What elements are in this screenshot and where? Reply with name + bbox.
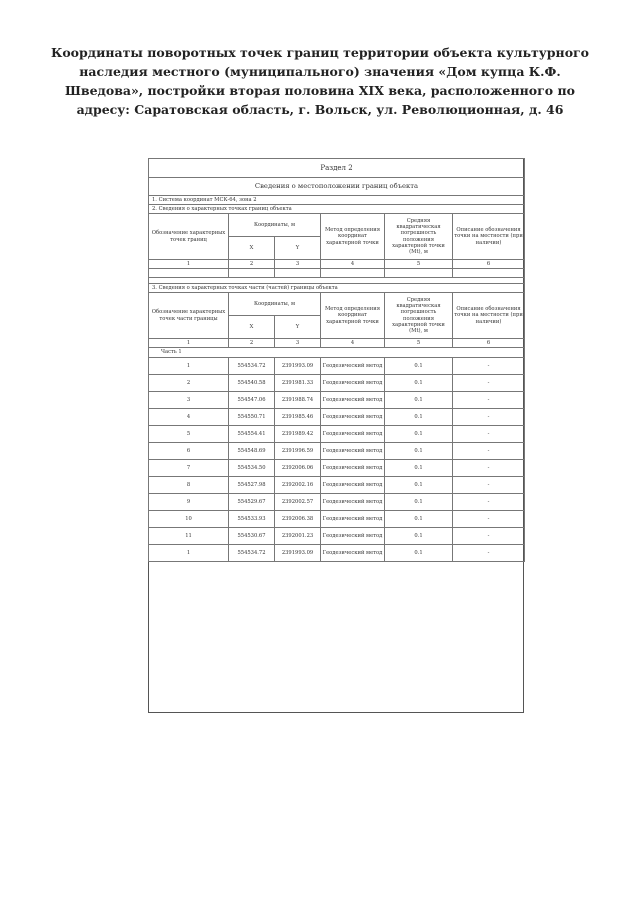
- description-cell: -: [453, 494, 525, 511]
- table-row: [149, 460, 525, 477]
- empty-cell: [385, 269, 453, 278]
- part3-title: 3. Сведения о характерных точках части (частей) границы объекта: [149, 284, 525, 293]
- section-title: Раздел 2: [149, 159, 525, 178]
- header-x: X: [229, 237, 275, 260]
- coord-x: 554548.69: [229, 443, 275, 460]
- description-cell: -: [453, 358, 525, 375]
- coord-x: 554529.67: [229, 494, 275, 511]
- description-cell: -: [453, 545, 525, 562]
- point-number: 6: [149, 443, 229, 460]
- col-number: 4: [321, 260, 385, 269]
- coord-y: 2391993.09: [275, 545, 321, 562]
- table-row: [149, 392, 525, 409]
- error-cell: 0.1: [385, 426, 453, 443]
- section-table: [148, 158, 525, 562]
- point-number: 9: [149, 494, 229, 511]
- point-number: 1: [149, 358, 229, 375]
- point-number: 11: [149, 528, 229, 545]
- header-coords: Координаты, м: [229, 214, 321, 237]
- header-designation: Обозначение характерных точек границ: [149, 214, 229, 260]
- method-cell: Геодезический метод: [321, 545, 385, 562]
- point-number: 2: [149, 375, 229, 392]
- table-row: [149, 494, 525, 511]
- col-number: 1: [149, 260, 229, 269]
- method-cell: Геодезический метод: [321, 494, 385, 511]
- table-row: [149, 545, 525, 562]
- header-method: Метод определения координат характерной точки: [321, 214, 385, 260]
- header-description: Описание обозначения точки на местности (при наличии): [453, 293, 525, 339]
- heading-line-3: Шведова», постройки вторая половина XIX века, расположенного по: [65, 83, 575, 98]
- method-cell: Геодезический метод: [321, 409, 385, 426]
- method-cell: Геодезический метод: [321, 460, 385, 477]
- col-number: 6: [453, 260, 525, 269]
- coord-y: 2392006.38: [275, 511, 321, 528]
- point-number: 3: [149, 392, 229, 409]
- error-cell: 0.1: [385, 392, 453, 409]
- empty-cell: [321, 269, 385, 278]
- header-coords: Координаты, м: [229, 293, 321, 316]
- coord-system-line: 1. Система координат МСК-64, зона 2: [149, 196, 525, 205]
- col-number: 5: [385, 339, 453, 348]
- description-cell: -: [453, 409, 525, 426]
- error-cell: 0.1: [385, 375, 453, 392]
- header-y: Y: [275, 237, 321, 260]
- table-row: [149, 443, 525, 460]
- method-cell: Геодезический метод: [321, 528, 385, 545]
- method-cell: Геодезический метод: [321, 443, 385, 460]
- col-number: 2: [229, 260, 275, 269]
- coord-y: 2392002.16: [275, 477, 321, 494]
- header-error: Средняя квадратическая погрешность положения характерной точки (Mt), м: [385, 214, 453, 260]
- header-description: Описание обозначения точки на местности (при наличии): [453, 214, 525, 260]
- coord-x: 554550.71: [229, 409, 275, 426]
- coord-x: 554527.98: [229, 477, 275, 494]
- method-cell: Геодезический метод: [321, 511, 385, 528]
- coord-x: 554554.41: [229, 426, 275, 443]
- col-number: 5: [385, 260, 453, 269]
- error-cell: 0.1: [385, 528, 453, 545]
- coord-y: 2391981.33: [275, 375, 321, 392]
- coord-x: 554534.72: [229, 545, 275, 562]
- table-row: [149, 426, 525, 443]
- coord-x: 554534.72: [229, 358, 275, 375]
- point-number: 7: [149, 460, 229, 477]
- header-y: Y: [275, 316, 321, 339]
- col-number: 4: [321, 339, 385, 348]
- description-cell: -: [453, 528, 525, 545]
- empty-cell: [149, 269, 229, 278]
- header-designation: Обозначение характерных точек части границы: [149, 293, 229, 339]
- coord-x: 554547.06: [229, 392, 275, 409]
- coord-y: 2391989.42: [275, 426, 321, 443]
- point-number: 10: [149, 511, 229, 528]
- description-cell: -: [453, 392, 525, 409]
- coord-y: 2392001.23: [275, 528, 321, 545]
- section-subtitle: Сведения о местоположении границ объекта: [149, 178, 525, 196]
- col-number: 6: [453, 339, 525, 348]
- method-cell: Геодезический метод: [321, 392, 385, 409]
- coord-y: 2391993.09: [275, 358, 321, 375]
- description-cell: -: [453, 460, 525, 477]
- document-heading: [50, 43, 590, 119]
- coord-y: 2391996.59: [275, 443, 321, 460]
- header-x: X: [229, 316, 275, 339]
- coord-x: 554530.67: [229, 528, 275, 545]
- coord-y: 2391988.74: [275, 392, 321, 409]
- empty-cell: [275, 269, 321, 278]
- point-number: 5: [149, 426, 229, 443]
- point-number: 8: [149, 477, 229, 494]
- description-cell: -: [453, 511, 525, 528]
- heading-line-2: наследия местного (муниципального) значения «Дом купца К.Ф.: [79, 64, 561, 79]
- col-number: 3: [275, 260, 321, 269]
- table-row: [149, 477, 525, 494]
- method-cell: Геодезический метод: [321, 375, 385, 392]
- empty-cell: [453, 269, 525, 278]
- method-cell: Геодезический метод: [321, 426, 385, 443]
- heading-line-1: Координаты поворотных точек границ территории объекта культурного: [50, 45, 590, 60]
- point-number: 1: [149, 545, 229, 562]
- header-error: Средняя квадратическая погрешность положения характерной точки (Mt), м: [385, 293, 453, 339]
- description-cell: -: [453, 443, 525, 460]
- error-cell: 0.1: [385, 358, 453, 375]
- part2-title: 2. Сведения о характерных точках границ объекта: [149, 205, 525, 214]
- description-cell: -: [453, 375, 525, 392]
- point-number: 4: [149, 409, 229, 426]
- table-row: [149, 409, 525, 426]
- table-row: [149, 375, 525, 392]
- error-cell: 0.1: [385, 409, 453, 426]
- table-row: [149, 528, 525, 545]
- table-row: [149, 358, 525, 375]
- coord-y: 2392006.06: [275, 460, 321, 477]
- method-cell: Геодезический метод: [321, 358, 385, 375]
- col-number: 1: [149, 339, 229, 348]
- part-label: Часть 1: [149, 348, 525, 358]
- empty-cell: [229, 269, 275, 278]
- error-cell: 0.1: [385, 460, 453, 477]
- coord-x: 554534.50: [229, 460, 275, 477]
- heading-line-4: адресу: Саратовская область, г. Вольск, ул. Революционная, д. 46: [76, 102, 564, 117]
- header-method: Метод определения координат характерной точки: [321, 293, 385, 339]
- error-cell: 0.1: [385, 443, 453, 460]
- col-number: 3: [275, 339, 321, 348]
- description-cell: -: [453, 426, 525, 443]
- coord-y: 2392002.57: [275, 494, 321, 511]
- error-cell: 0.1: [385, 511, 453, 528]
- error-cell: 0.1: [385, 494, 453, 511]
- col-number: 2: [229, 339, 275, 348]
- error-cell: 0.1: [385, 545, 453, 562]
- table-row: [149, 511, 525, 528]
- error-cell: 0.1: [385, 477, 453, 494]
- coord-y: 2391985.46: [275, 409, 321, 426]
- description-cell: -: [453, 477, 525, 494]
- coord-x: 554540.58: [229, 375, 275, 392]
- method-cell: Геодезический метод: [321, 477, 385, 494]
- coord-x: 554533.93: [229, 511, 275, 528]
